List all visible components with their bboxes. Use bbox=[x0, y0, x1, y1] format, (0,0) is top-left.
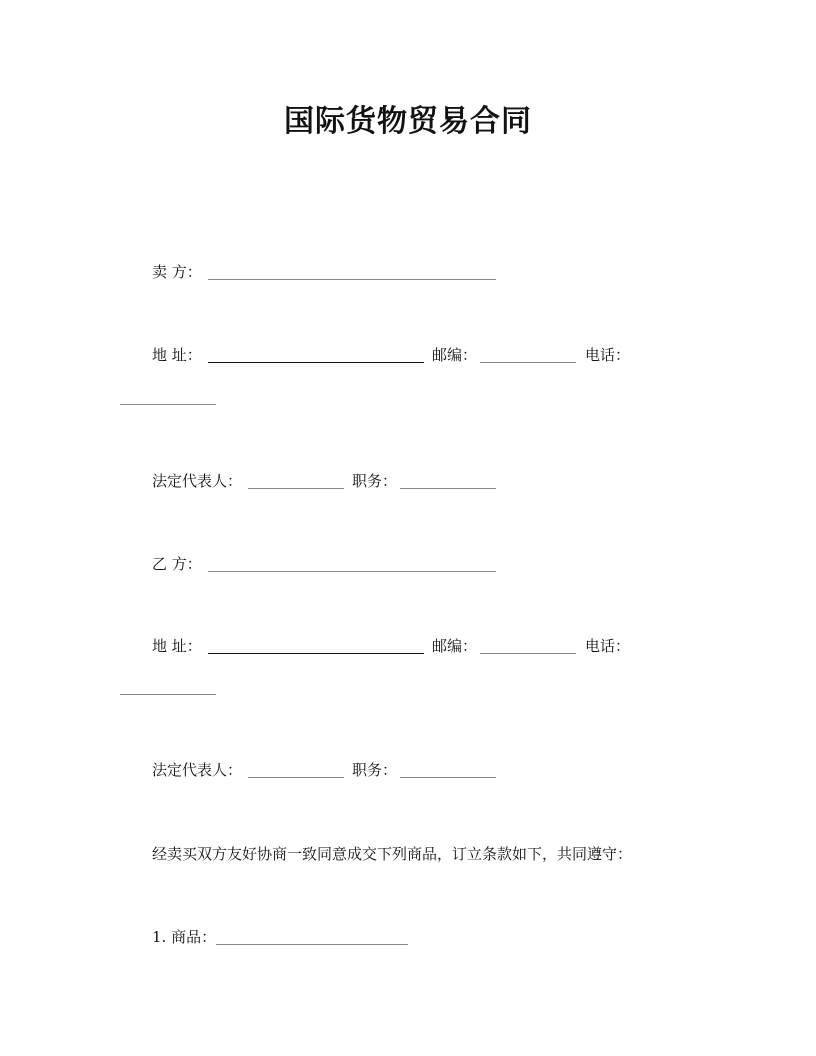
buyer-address-field[interactable] bbox=[208, 653, 424, 654]
seller-postcode-field[interactable] bbox=[480, 362, 576, 363]
buyer-postcode-label: 邮编： bbox=[432, 637, 478, 655]
document-title: 国际货物贸易合同 bbox=[284, 104, 532, 139]
buyer-legal-rep-field[interactable] bbox=[248, 777, 344, 778]
seller-name-field[interactable] bbox=[208, 279, 496, 280]
seller-legal-rep-label: 法定代表人： bbox=[152, 472, 243, 490]
buyer-postcode-field[interactable] bbox=[480, 653, 576, 654]
buyer-position-field[interactable] bbox=[400, 777, 496, 778]
buyer-name-label: 乙 方： bbox=[152, 555, 202, 573]
seller-legal-rep-field[interactable] bbox=[248, 488, 344, 489]
seller-position-label: 职务： bbox=[352, 472, 398, 490]
seller-phone-field[interactable] bbox=[120, 404, 216, 405]
buyer-name-field[interactable] bbox=[208, 571, 496, 572]
buyer-phone-label: 电话： bbox=[585, 637, 631, 655]
buyer-legal-rep-label: 法定代表人： bbox=[152, 761, 243, 779]
seller-phone-label: 电话： bbox=[585, 346, 631, 364]
seller-postcode-label: 邮编： bbox=[432, 346, 478, 364]
item-1-field[interactable] bbox=[216, 944, 408, 945]
item-1-label: 1. 商品： bbox=[152, 928, 217, 946]
seller-name-label: 卖 方： bbox=[152, 263, 202, 281]
buyer-phone-field[interactable] bbox=[120, 694, 216, 695]
buyer-position-label: 职务： bbox=[352, 761, 398, 779]
intro-paragraph: 经卖买双方友好协商一致同意成交下列商品，订立条款如下，共同遵守： bbox=[152, 845, 633, 863]
buyer-address-label: 地 址： bbox=[152, 637, 202, 655]
seller-position-field[interactable] bbox=[400, 488, 496, 489]
seller-address-label: 地 址： bbox=[152, 346, 202, 364]
seller-address-field[interactable] bbox=[208, 362, 424, 363]
